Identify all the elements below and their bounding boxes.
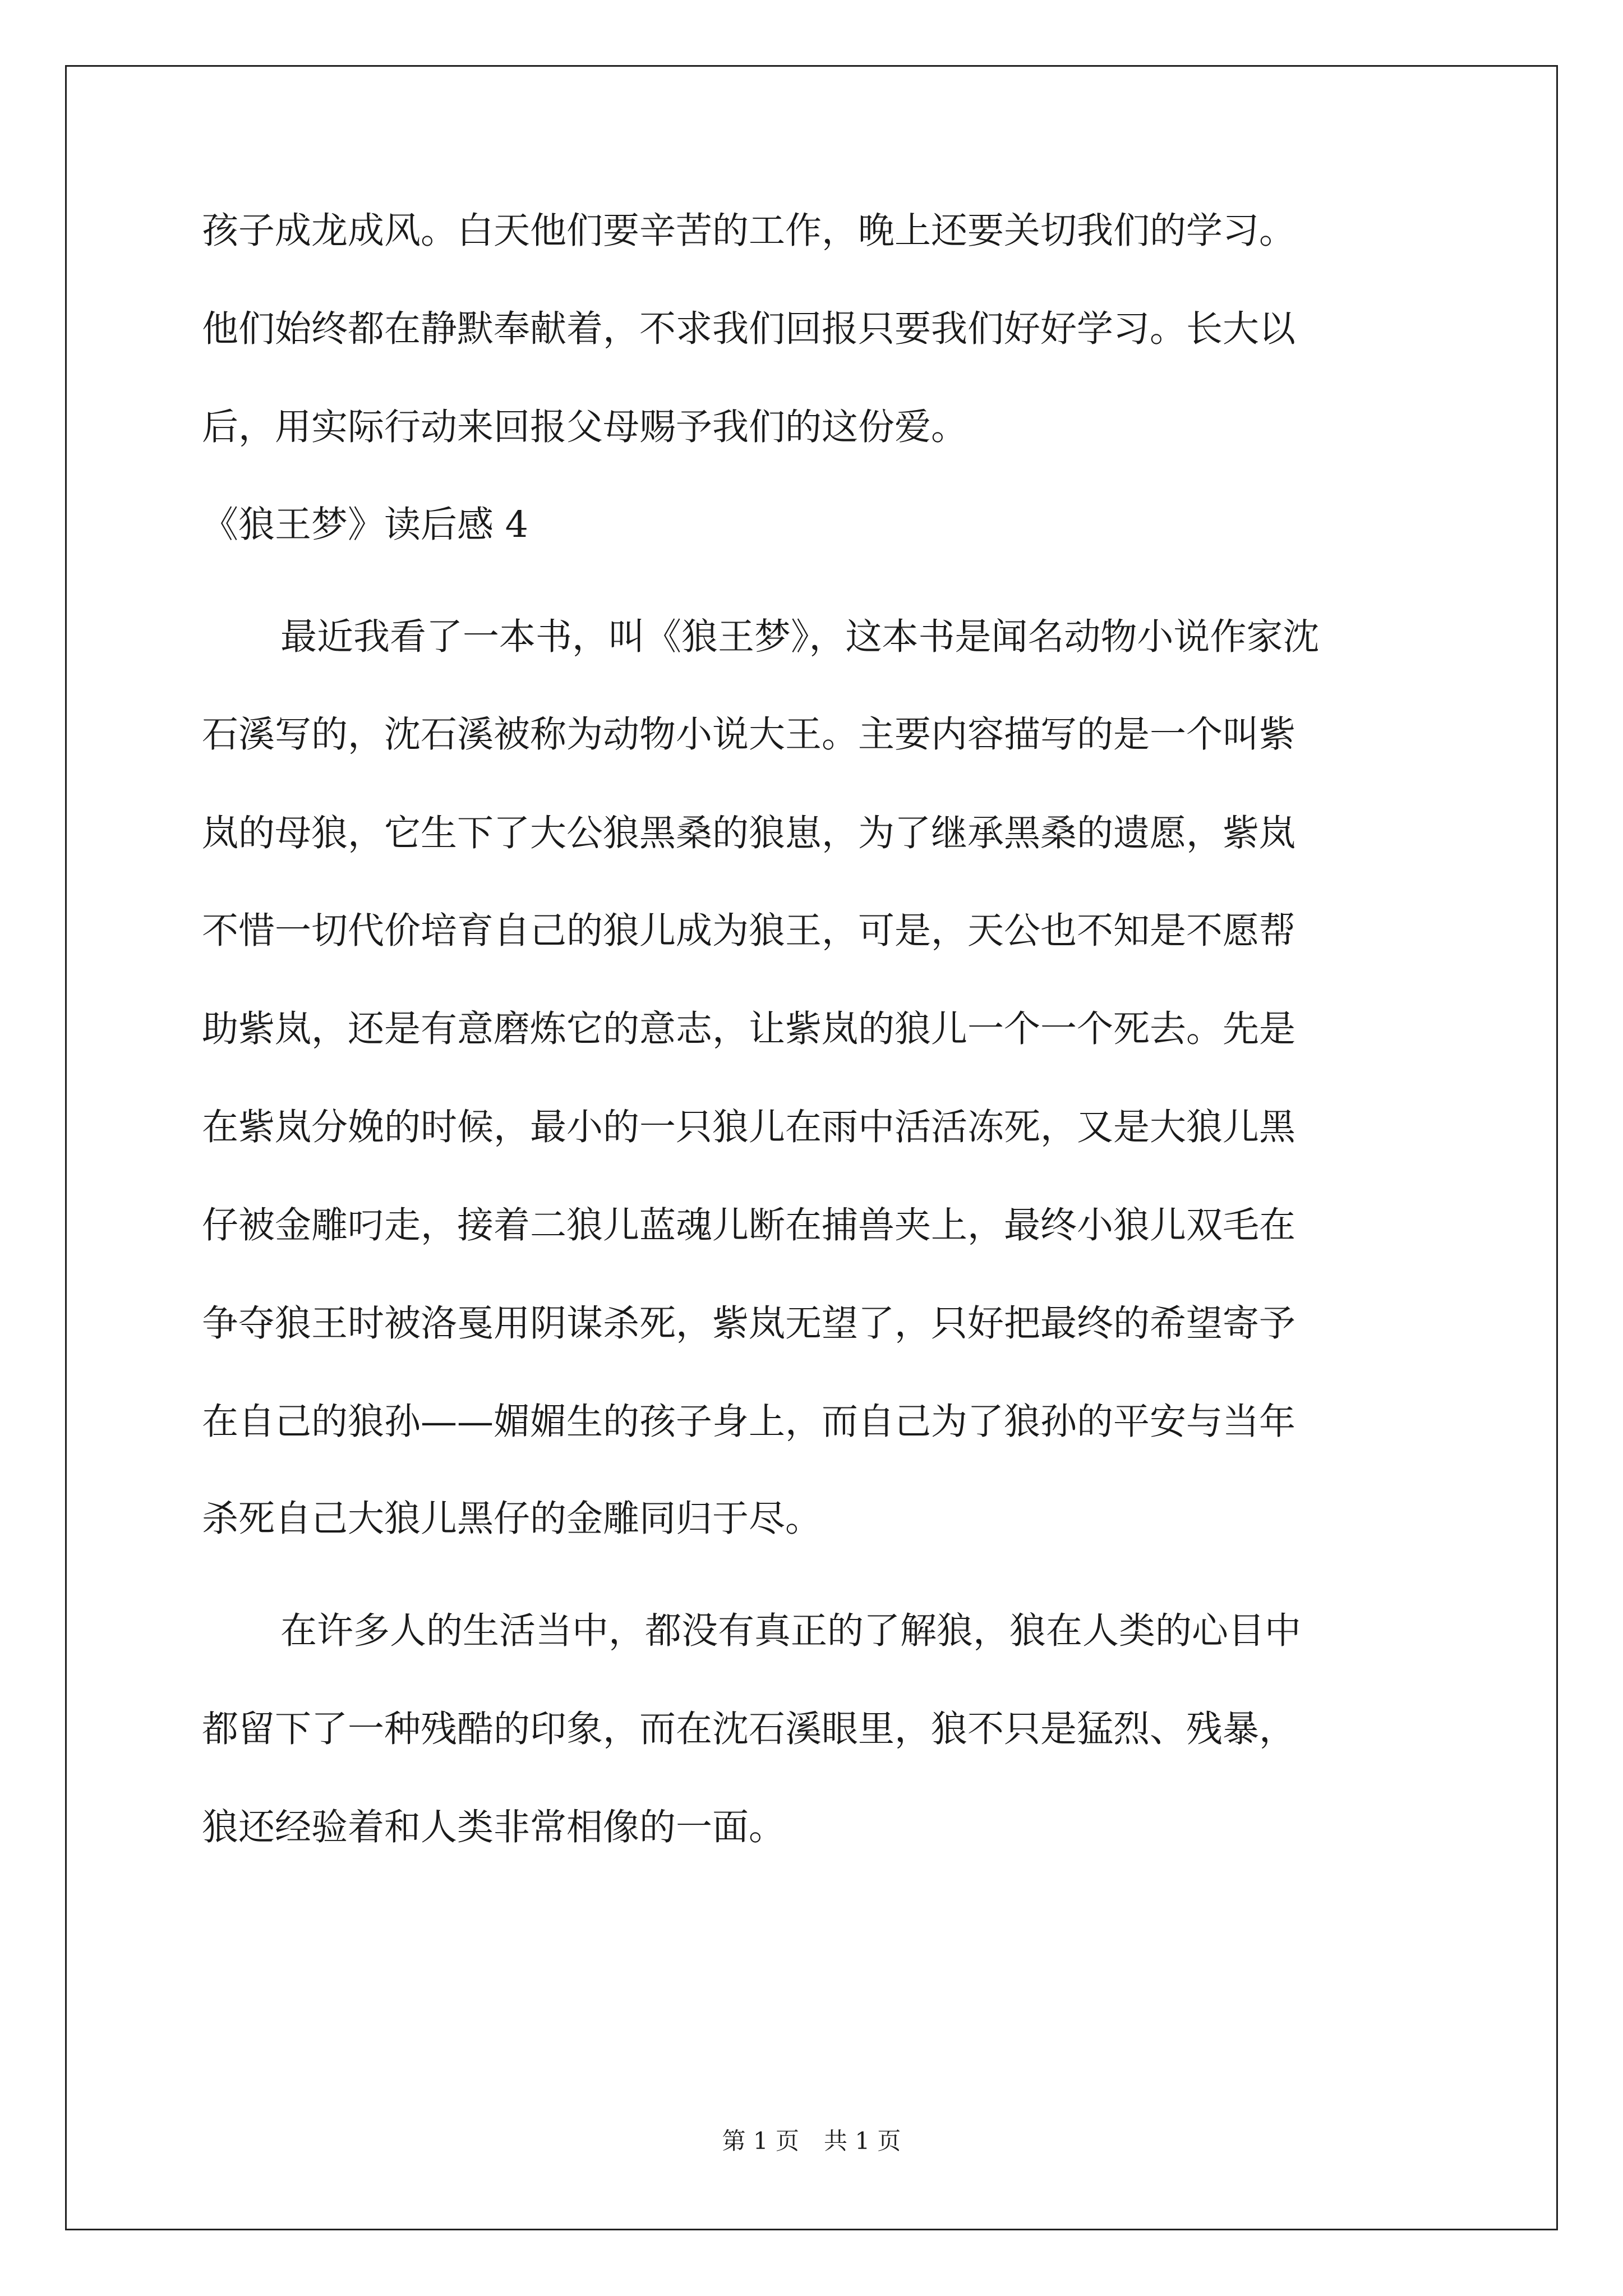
text-line: 石溪写的，沈石溪被称为动物小说大王。主要内容描写的是一个叫紫 (202, 714, 1296, 756)
section-heading: 《狼王梦》读后感 4 (202, 504, 529, 546)
text-line: 狼还经验着和人类非常相像的一面。 (202, 1806, 786, 1848)
text-line: 最近我看了一本书，叫《狼王梦》，这本书是闻名动物小说作家沈 (280, 616, 1320, 658)
page-total: 共 1 页 (824, 2127, 901, 2155)
text-line: 仔被金雕叼走，接着二狼儿蓝魂儿断在捕兽夹上，最终小狼儿双毛在 (202, 1204, 1296, 1246)
text-line: 不惜一切代价培育自己的狼儿成为狼王，可是，天公也不知是不愿帮 (202, 910, 1296, 952)
text-line: 都留下了一种残酷的印象，而在沈石溪眼里，狼不只是猛烈、残暴， (202, 1708, 1296, 1750)
page-footer (0, 2127, 1623, 2155)
text-line: 在许多人的生活当中，都没有真正的了解狼，狼在人类的心目中 (280, 1610, 1302, 1652)
text-line: 后，用实际行动来回报父母赐予我们的这份爱。 (202, 406, 968, 448)
text-line: 争夺狼王时被洛戛用阴谋杀死，紫岚无望了，只好把最终的希望寄予 (202, 1303, 1296, 1345)
text-line: 在自己的狼孙——媚媚生的孩子身上，而自己为了狼孙的平安与当年 (202, 1401, 1296, 1443)
text-line: 他们始终都在静默奉献着，不求我们回报只要我们好好学习。长大以 (202, 308, 1296, 350)
text-line: 孩子成龙成风。白天他们要辛苦的工作，晚上还要关切我们的学习。 (202, 210, 1296, 252)
text-line: 岚的母狼，它生下了大公狼黑桑的狼崽，为了继承黑桑的遗愿，紫岚 (202, 812, 1296, 854)
text-line: 助紫岚，还是有意磨炼它的意志，让紫岚的狼儿一个一个死去。先是 (202, 1008, 1296, 1050)
page-number: 第 1 页 (722, 2127, 799, 2155)
text-line: 杀死自己大狼儿黑仔的金雕同归于尽。 (202, 1498, 822, 1540)
text-line: 在紫岚分娩的时候，最小的一只狼儿在雨中活活冻死，又是大狼儿黑 (202, 1106, 1296, 1148)
